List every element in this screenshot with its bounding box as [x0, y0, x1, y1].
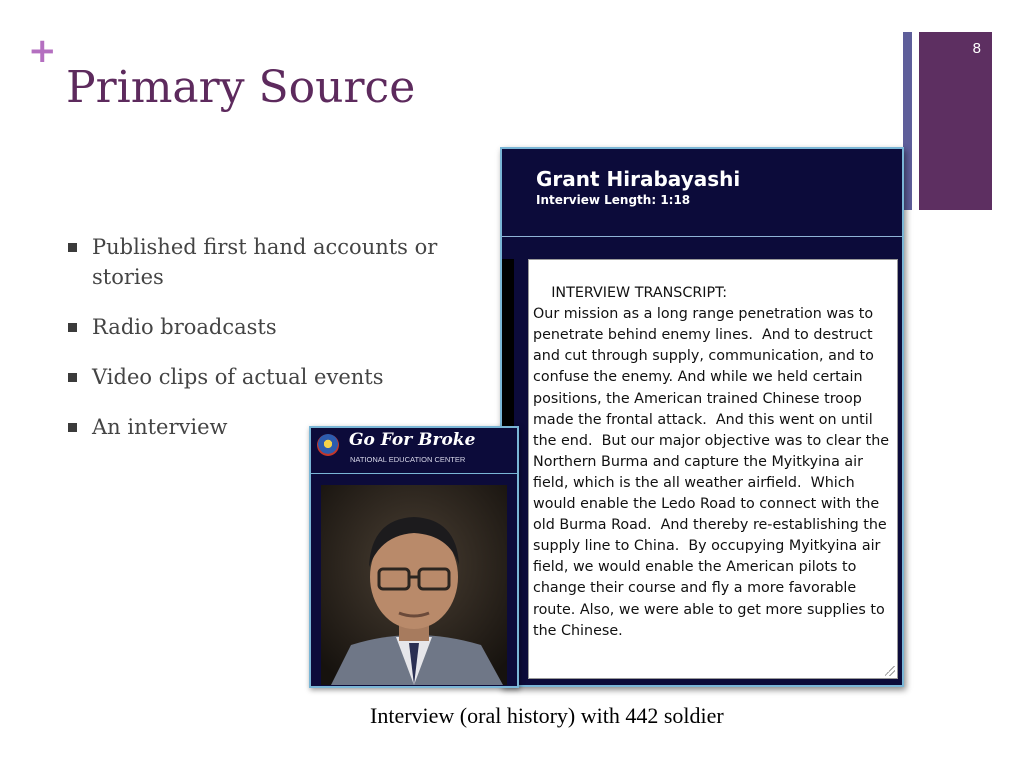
bullet-square-icon	[68, 323, 77, 332]
panel-divider	[502, 236, 902, 237]
bullet-square-icon	[68, 423, 77, 432]
brand-subtitle: NATIONAL EDUCATION CENTER	[350, 455, 466, 464]
bullet-item	[68, 362, 448, 392]
video-card[interactable]	[309, 426, 519, 688]
bullet-text: An interview	[92, 415, 228, 439]
interview-length: Interview Length: 1:18	[536, 193, 691, 207]
interviewee-name: Grant Hirabayashi	[536, 167, 741, 191]
bullet-square-icon	[68, 243, 77, 252]
video-card-divider	[311, 473, 517, 474]
plus-mark: +	[28, 31, 57, 71]
transcript-text: INTERVIEW TRANSCRIPT: Our mission as a long range penetration was to penetrate behind enemy lines. And to destruct and cut through supply, communication, and to confuse the enemy. And while we held certain positions, the American trained Chinese troop made the frontal attack. And this went on until the end. But our major objective was to clear the Northern Burma and capture the Myitkyina air field, which is the all weather airfield. Which would enable the Ledo Road to connect with the old Burma Road. And thereby re-establishing the supply line to China. By occupying Myitkyina air field, we would enable the American pilots to change their course and fly a more favorable route. Also, we were able to get more supplies to the Chinese.	[533, 285, 890, 639]
video-frame[interactable]	[321, 485, 507, 685]
bullet-text: Published first hand accounts or stories	[92, 235, 438, 289]
slide-title: Primary Source	[66, 62, 416, 113]
resize-handle-icon[interactable]	[885, 666, 895, 676]
interviewee-portrait-image	[321, 485, 507, 685]
brand-logo-text: Go For Broke	[349, 430, 476, 450]
transcript-textarea[interactable]	[528, 259, 898, 679]
logo-seal-icon	[317, 434, 339, 456]
page-number: 8	[972, 40, 981, 57]
bullet-text: Radio broadcasts	[92, 315, 277, 339]
bullet-square-icon	[68, 373, 77, 382]
image-caption: Interview (oral history) with 442 soldier	[370, 703, 724, 728]
bullet-text: Video clips of actual events	[92, 365, 384, 389]
interview-panel	[500, 147, 904, 687]
accent-block	[919, 32, 992, 210]
bullet-item	[68, 232, 448, 292]
accent-bar-thin	[903, 32, 912, 210]
bullet-item	[68, 312, 448, 342]
